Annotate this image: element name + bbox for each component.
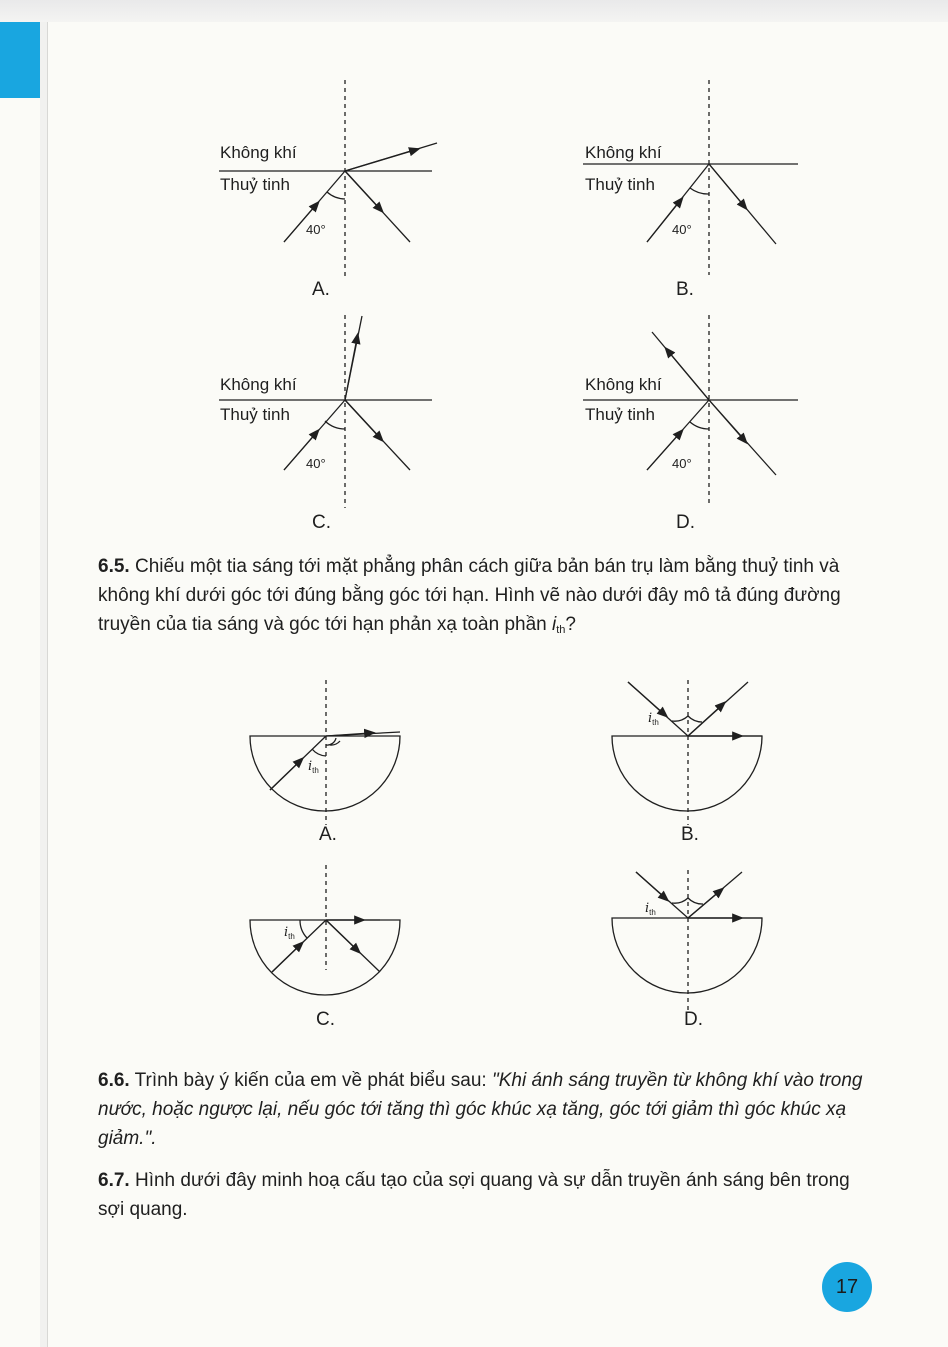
question-6-6-number: 6.6. [98, 1070, 130, 1091]
label-glass-a: Thuỷ tinh [220, 175, 290, 194]
question-6-5-end: ? [565, 614, 576, 635]
label-glass-b: Thuỷ tinh [585, 175, 655, 194]
page-number: 17 [822, 1262, 872, 1312]
label-glass-c: Thuỷ tinh [220, 405, 290, 424]
angle-a: 40° [306, 222, 326, 237]
option-c: C. [312, 512, 331, 533]
label-air-a: Không khí [220, 143, 297, 162]
question-6-7-text: Hình dưới đây minh hoạ cấu tạo của sợi quang và sự dẫn truyền ánh sáng bên trong sợi quang. [98, 1170, 850, 1220]
question-6-5-symbol-sub: th [556, 624, 566, 636]
angle-ith-d: $i_{th}$ [645, 901, 656, 917]
half-option-a: A. [319, 824, 337, 845]
question-6-7 [98, 1166, 864, 1224]
angle-d: 40° [672, 456, 692, 471]
half-option-d: D. [684, 1009, 703, 1030]
question-6-6 [98, 1066, 864, 1153]
half-option-b: B. [681, 824, 699, 845]
angle-ith-b: $i_{th}$ [648, 711, 659, 727]
angle-b: 40° [672, 222, 692, 237]
angle-ith-a: $i_{th}$ [308, 759, 319, 775]
half-diagram-b [612, 680, 762, 825]
half-diagram-a [250, 680, 400, 825]
option-b: B. [676, 279, 694, 300]
option-d: D. [676, 512, 695, 533]
half-option-c: C. [316, 1009, 335, 1030]
option-a: A. [312, 279, 330, 300]
half-diagram-c [250, 865, 400, 995]
question-6-6-quote: "Khi ánh sáng truyền từ không khí vào trong nước, hoặc ngược lại, nếu góc tới tăng thì góc khúc xạ tăng, góc tới giảm thì góc khúc xạ giảm.". [98, 1070, 863, 1149]
angle-ith-c: $i_{th}$ [284, 925, 295, 941]
label-glass-d: Thuỷ tinh [585, 405, 655, 424]
question-6-7-number: 6.7. [98, 1170, 130, 1191]
half-diagram-d [612, 870, 762, 1010]
label-air-c: Không khí [220, 375, 297, 394]
angle-c: 40° [306, 456, 326, 471]
label-air-b: Không khí [585, 143, 662, 162]
question-6-5-number: 6.5. [98, 556, 130, 577]
label-air-d: Không khí [585, 375, 662, 394]
question-6-6-text: Trình bày ý kiến của em về phát biểu sau: [134, 1070, 492, 1091]
question-6-5-symbol: i [552, 614, 557, 635]
question-6-5-text: Chiếu một tia sáng tới mặt phẳng phân cách giữa bản bán trụ làm bằng thuỷ tinh và không khí dưới góc tới đúng bằng góc tới hạn. Hình vẽ nào dưới đây mô tả đúng đường truyền của tia sáng và góc tới hạn phản xạ toàn phần [98, 556, 841, 635]
